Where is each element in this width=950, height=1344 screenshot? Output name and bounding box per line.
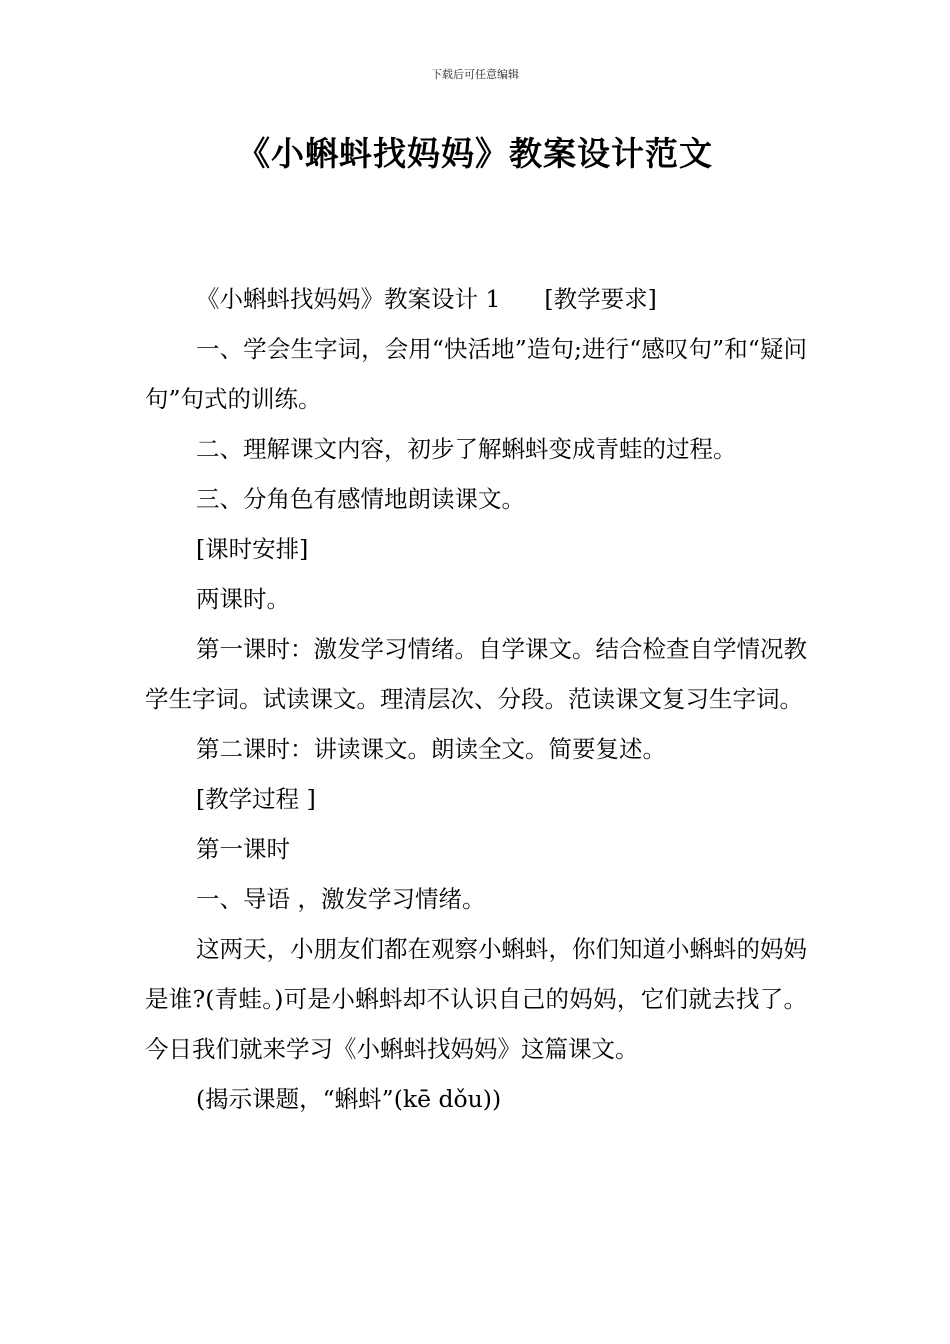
- paragraph: 三、分角色有感情地朗读课文。: [196, 485, 525, 513]
- paragraph: 第一课时: [196, 835, 290, 863]
- section-heading: [课时安排]: [196, 535, 309, 563]
- paragraph: 一、学会生字词，会用“快活地”造句;进行“感叹句”和“疑问句”句式的训练。: [145, 335, 807, 413]
- first-line: [145, 274, 807, 324]
- paragraph: 两课时。: [196, 585, 290, 613]
- paragraph: 一、导语 ，激发学习情绪。: [196, 885, 486, 913]
- lesson-heading: 《小蝌蚪找妈妈》教案设计 1: [196, 285, 501, 313]
- section-teaching-requirements: [教学要求]: [544, 285, 657, 313]
- paragraph: 二、理解课文内容，初步了解蝌蚪变成青蛙的过程。: [196, 435, 737, 463]
- document-body: [145, 274, 807, 1124]
- paragraph: (揭示课题，“蝌蚪”(kē dǒu)): [196, 1085, 502, 1113]
- document-title: 《小蝌蚪找妈妈》教案设计范文: [237, 134, 713, 173]
- paragraph: 这两天，小朋友们都在观察小蝌蚪，你们知道小蝌蚪的妈妈是谁?(青蛙。)可是小蝌蚪却不认识自己的妈妈，它们就去找了。今日我们就来学习《小蝌蚪找妈妈》这篇课文。: [145, 935, 807, 1063]
- paragraph: 第一课时：激发学习情绪。自学课文。结合检查自学情况教学生字词。试读课文。理清层次、分段。范读课文复习生字词。: [145, 635, 807, 713]
- paragraph: 第二课时：讲读课文。朗读全文。简要复述。: [196, 735, 666, 763]
- section-heading: [教学过程 ]: [196, 785, 316, 813]
- header-note: 下载后可任意编辑: [431, 68, 519, 81]
